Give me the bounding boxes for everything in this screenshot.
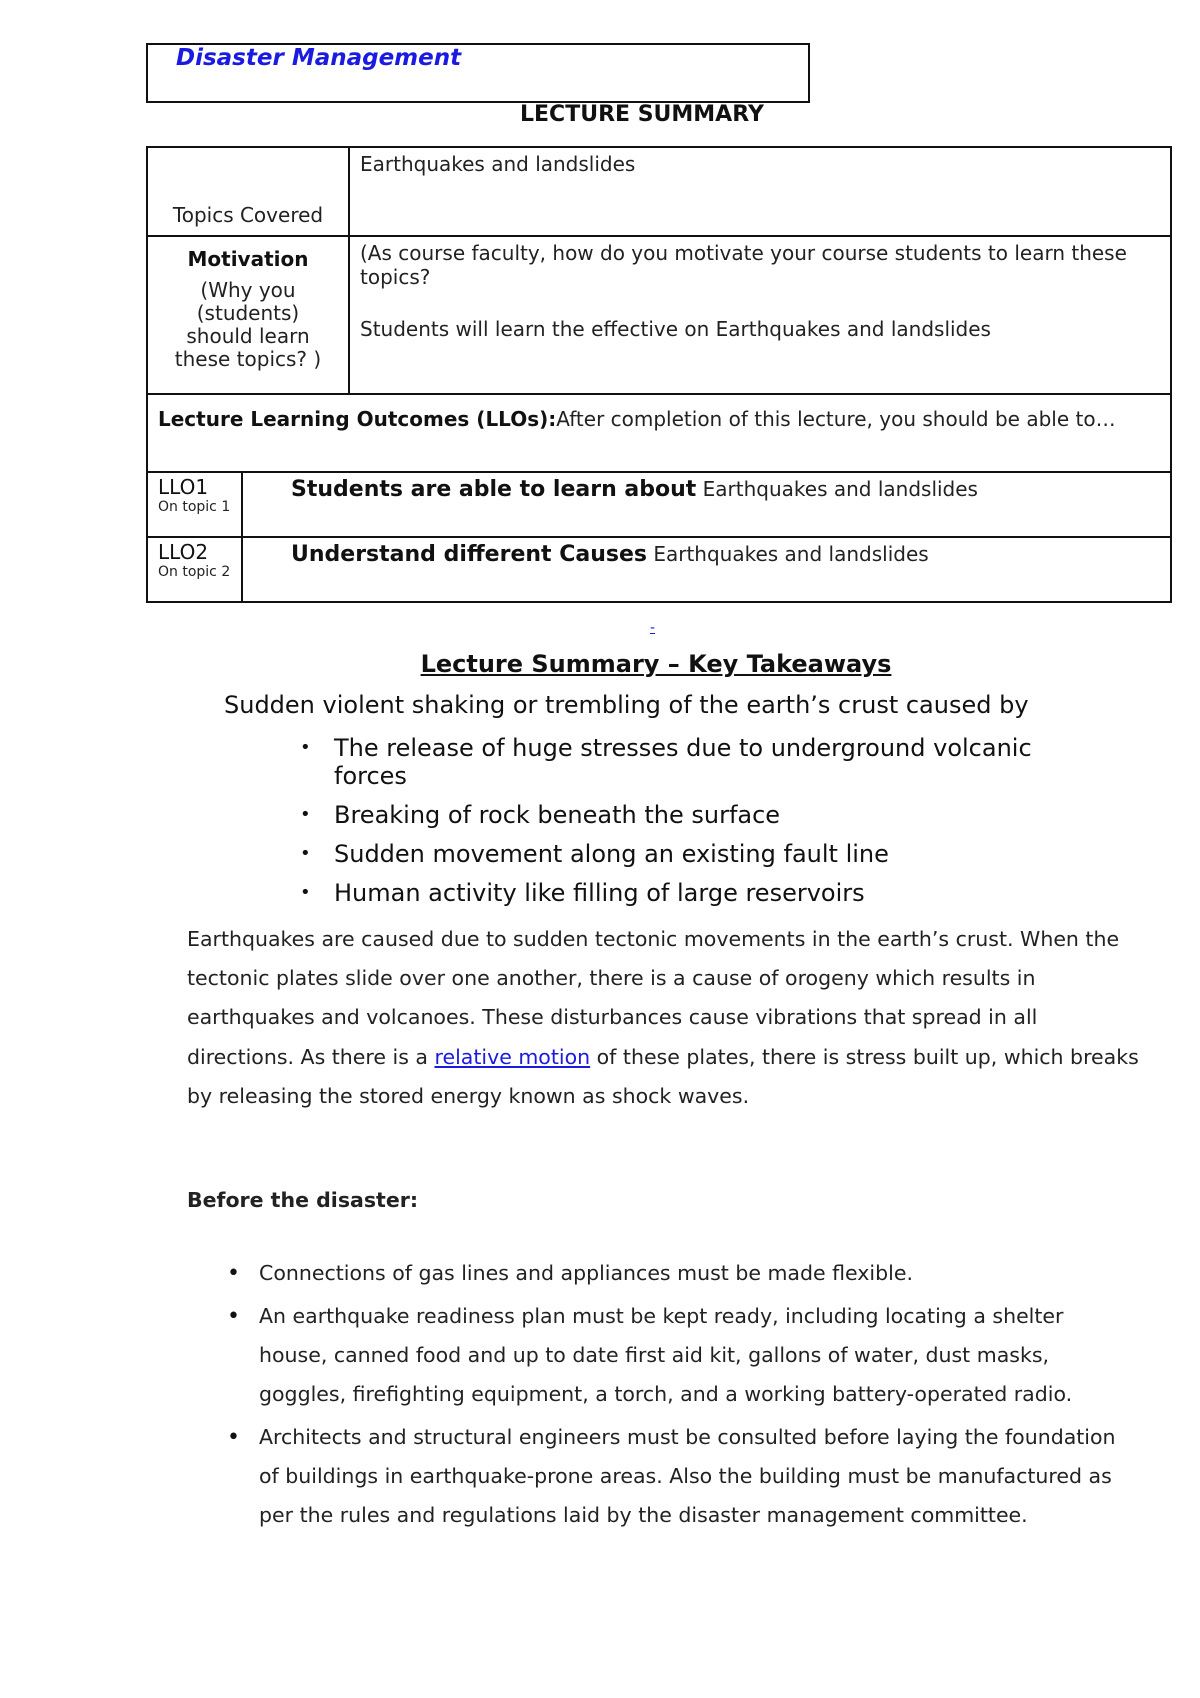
motivation-cell bbox=[147, 236, 349, 394]
earthquake-paragraph bbox=[187, 920, 1147, 1116]
llo-sub: On topic 2 bbox=[158, 564, 231, 580]
llo-heading-rest: After completion of this lecture, you should be able to… bbox=[556, 407, 1116, 431]
list-item: • The release of huge stresses due to underground volcanic forces bbox=[300, 734, 1060, 790]
llo-rest: Earthquakes and landslides bbox=[696, 477, 978, 501]
motivation-value: Students will learn the effective on Earthquakes and landslides bbox=[360, 317, 991, 341]
takeaways-list bbox=[300, 734, 1060, 918]
motivation-content bbox=[349, 236, 1171, 394]
llo-id: LLO2 bbox=[158, 540, 209, 564]
topics-value: Earthquakes and landslides bbox=[349, 147, 1171, 236]
before-heading: Before the disaster: bbox=[187, 1188, 419, 1212]
llo-bold: Students are able to learn about bbox=[291, 477, 697, 502]
llo-heading-row bbox=[147, 394, 1171, 472]
document-title: LECTURE SUMMARY bbox=[520, 102, 764, 127]
course-title-box bbox=[146, 43, 810, 103]
llo-heading-bold: Lecture Learning Outcomes (LLOs): bbox=[158, 407, 557, 431]
topics-label: Topics Covered bbox=[147, 147, 349, 236]
llo-row bbox=[147, 472, 1171, 537]
topics-row bbox=[147, 147, 1171, 236]
lecture-summary-table bbox=[146, 146, 1172, 603]
list-item: • Breaking of rock beneath the surface bbox=[300, 801, 1060, 829]
llo-text bbox=[242, 537, 1171, 602]
llo-heading bbox=[147, 394, 1171, 472]
relative-motion-link[interactable]: relative motion bbox=[434, 1044, 591, 1069]
para-text: Earthquakes are caused due to sudden tectonic movements in the earth’s crust. When the tectonic plates slide over one another, there is a cause of orogeny which results in earthquakes and volcanoes. These disturbances cause vibrations that spread in all directions. As there is a bbox=[187, 927, 1120, 1069]
llo-id: LLO1 bbox=[158, 475, 209, 499]
link-dash[interactable]: - bbox=[650, 620, 656, 636]
list-item: • Architects and structural engineers must be consulted before laying the foundation of buildings in earthquake-prone areas. Also the building must be manufactured as per the rules and regulations laid by the disaster management committee. bbox=[227, 1418, 1137, 1535]
list-item: • Connections of gas lines and appliances must be made flexible. bbox=[227, 1254, 1137, 1293]
takeaways-intro: Sudden violent shaking or trembling of the earth’s crust caused by bbox=[224, 691, 1029, 719]
llo-id-cell bbox=[147, 472, 242, 537]
llo-text bbox=[242, 472, 1171, 537]
motivation-sub: (Why you (students) should learn these topics? ) bbox=[174, 278, 322, 371]
llo-bold: Understand different Causes bbox=[291, 542, 647, 567]
llo-rest: Earthquakes and landslides bbox=[646, 542, 929, 566]
takeaways-title-text: Lecture Summary – Key Takeaways bbox=[420, 650, 892, 678]
para-text: of these plates, there is stress built up, which breaks by releasing the stored energy known as shock waves. bbox=[187, 1044, 1139, 1108]
before-list bbox=[227, 1254, 1137, 1539]
motivation-row bbox=[147, 236, 1171, 394]
llo-sub: On topic 1 bbox=[158, 499, 231, 515]
takeaways-title bbox=[0, 650, 1200, 678]
motivation-label: Motivation bbox=[187, 247, 309, 271]
llo-id-cell bbox=[147, 537, 242, 602]
list-item: • Sudden movement along an existing fault line bbox=[300, 840, 1060, 868]
list-item: • An earthquake readiness plan must be kept ready, including locating a shelter house, canned food and up to date first aid kit, gallons of water, dust masks, goggles, firefighting equipment, a torch, and a working battery-operated radio. bbox=[227, 1297, 1137, 1414]
motivation-prompt: (As course faculty, how do you motivate your course students to learn these topics? bbox=[360, 241, 1127, 289]
llo-row bbox=[147, 537, 1171, 602]
list-item: • Human activity like filling of large reservoirs bbox=[300, 879, 1060, 907]
course-title: Disaster Management bbox=[176, 45, 462, 71]
